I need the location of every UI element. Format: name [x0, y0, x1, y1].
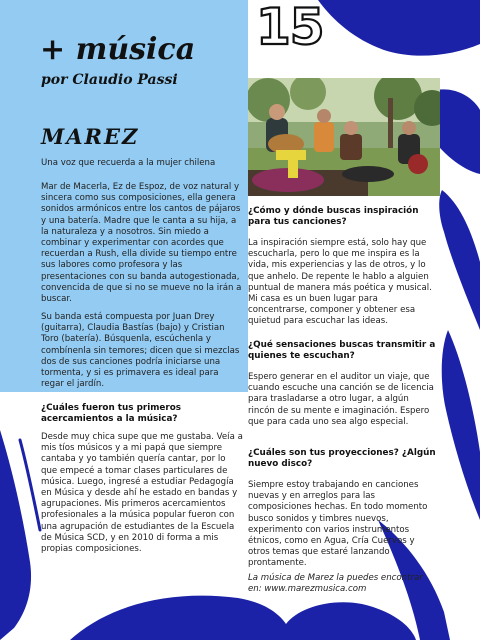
section-title: + música [40, 32, 196, 67]
page-number: 15 [256, 0, 324, 56]
question-3: ¿Qué sensaciones buscas transmitir a quienes te escuchan? [248, 340, 436, 361]
article-subtitle: Una voz que recuerda a la mujer chilena [41, 158, 216, 168]
article-title: MAREZ [41, 124, 140, 149]
question-1: ¿Cuáles fueron tus primeros acercamientos a la música? [41, 403, 181, 424]
intro-paragraph: Mar de Macerla, Ez de Espoz, de voz natural y sincera como sus composiciones, ella genera sonidos armónicos entre los cantos de pájaros y una batería. Madre que le canta a su hija, a la naturaleza y a nosotros. Sin miedo a combinar y experimentar con acordes que recuerdan a Rush, ella divide su tiempo entre sus labores como profesora y las presentaciones con su banda autogestionada, convencida de que si no se mueve no la irán a buscar. [41, 182, 242, 305]
band-photo-image [248, 78, 440, 196]
band-photo [248, 78, 440, 196]
band-paragraph: Su banda está compuesta por Juan Drey (guitarra), Claudia Bastías (bajo) y Cristian Toro (batería). Búsquenla, escúchenla y combínenla sin temores; dicen que si mezclas dos de sus canciones podría iniciarse una tormenta, y si es primavera es ideal para regar el jardín. [41, 312, 240, 390]
answer-4: Siempre estoy trabajando en canciones nuevas y en arreglos para las composiciones hechas. En todo momento busco sonidos y timbres nuevos, experimento con varios instrumentos étnicos, como en Agua, Cría Cuervos y otros temas que estaré lanzando prontamente. [248, 480, 428, 569]
byline: por Claudio Passi [41, 72, 178, 88]
question-4: ¿Cuáles son tus proyecciones? ¿Algún nuevo disco? [248, 448, 436, 469]
question-2: ¿Cómo y dónde buscas inspiración para tus canciones? [248, 206, 419, 227]
answer-2: La inspiración siempre está, solo hay que escucharla, pero lo que me inspira es la vida, mis experiencias y las de otros, y lo que anhelo. De repente le hablo a alguien puntual de manera más poética y musical. Mi casa es un buen lugar para concentrarse, componer y obtener esa quietud para escuchar las ideas. [248, 238, 432, 327]
answer-3: Espero generar en el auditor un viaje, que cuando escuche una canción se de licencia para trasladarse a otro lugar, a algún rincón de su mente e imaginación. Espero que para cada uno sea algo especial. [248, 372, 434, 427]
answer-1: Desde muy chica supe que me gustaba. Veía a mis tíos músicos y a mi papá que siempre cantaba y yo también quería cantar, por lo que empecé a tomar clases particulares de música. Luego, ingresé a estudiar Pedagogía en Música y desde ahí he estado en bandas y agrupaciones. Mis primeros acercamientos profesionales a la música popular fueron con una agrupación de estudiantes de la Escuela de Música SCD, y en 2010 di forma a mis propias composiciones. [41, 432, 243, 555]
closing-note: La música de Marez la puedes encontrar en: www.marezmusica.com [248, 573, 423, 595]
